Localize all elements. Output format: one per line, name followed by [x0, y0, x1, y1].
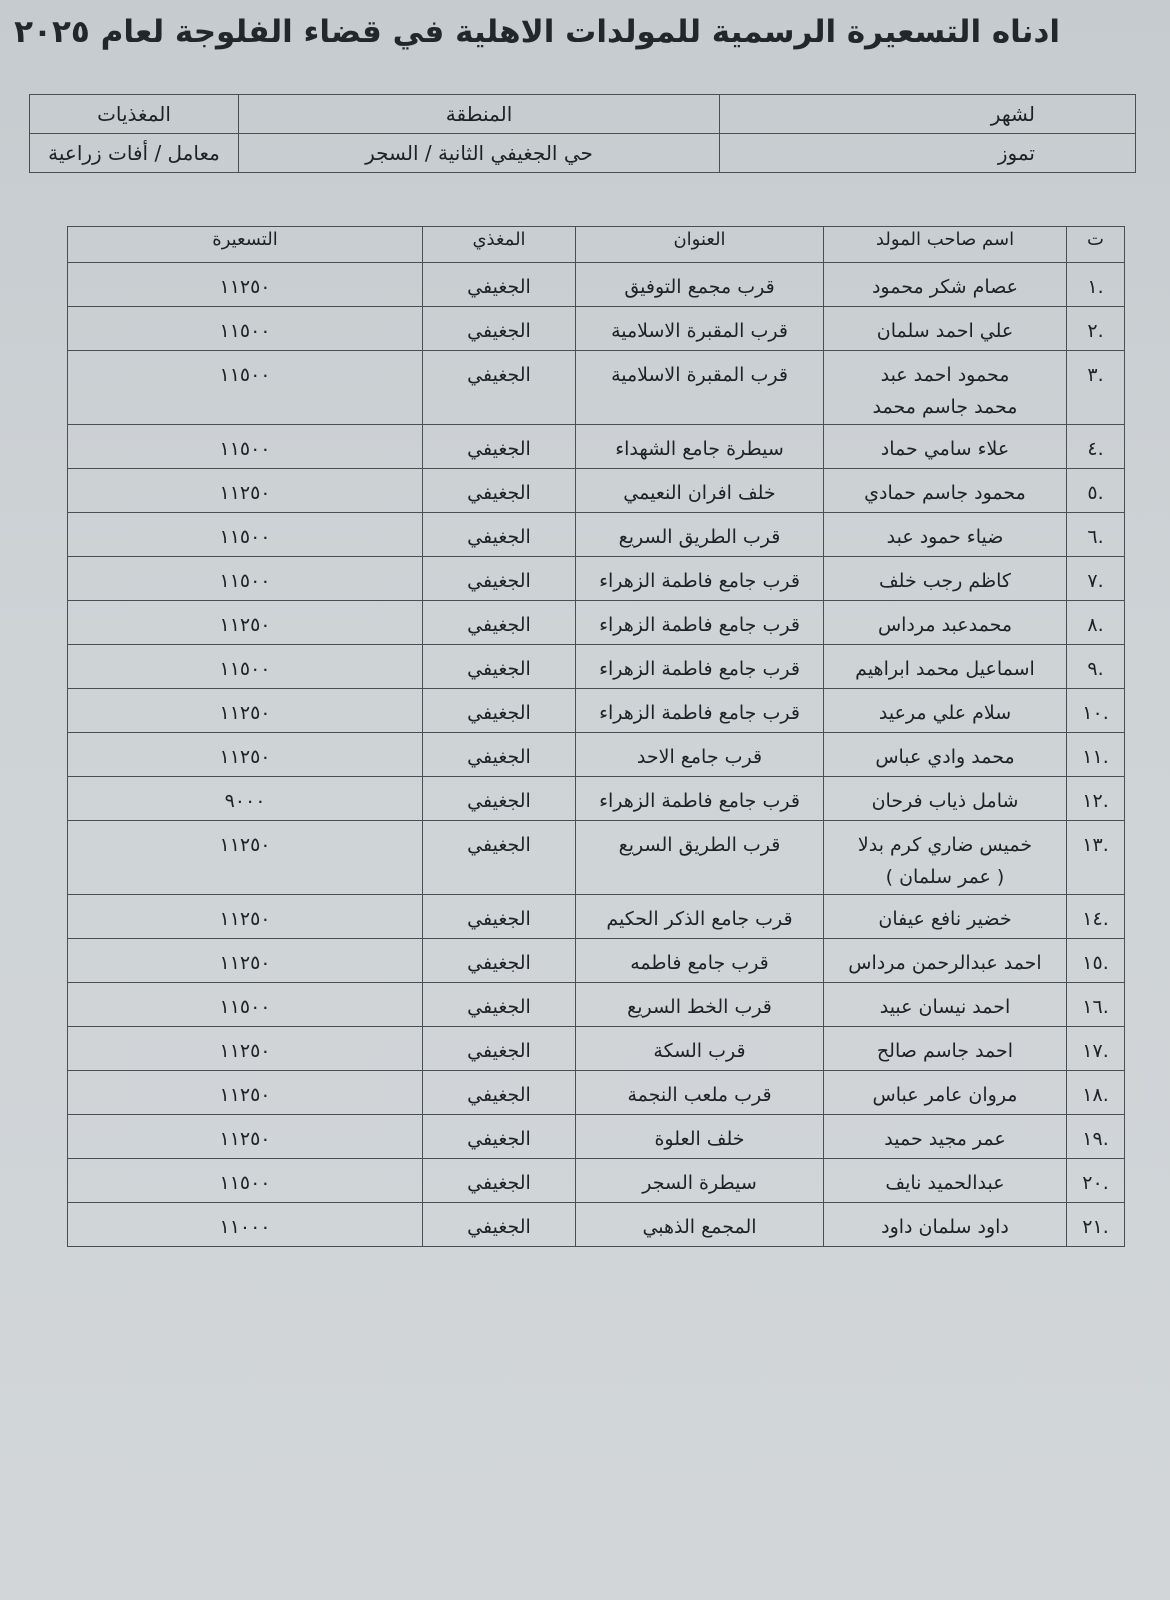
- row-number: .١٨: [1067, 1071, 1125, 1115]
- feeder-cell: الجغيفي: [423, 513, 576, 557]
- owner-name-cell: [824, 689, 1067, 733]
- price-cell: ١١٥٠٠: [68, 557, 423, 601]
- feeder-cell: الجغيفي: [423, 307, 576, 351]
- feeder-cell: الجغيفي: [423, 733, 576, 777]
- address-cell: خلف العلوة: [576, 1115, 824, 1159]
- price-cell: ١١٢٥٠: [68, 601, 423, 645]
- feeder-cell: الجغيفي: [423, 557, 576, 601]
- row-number: .١١: [1067, 733, 1125, 777]
- owner-name: احمد عبدالرحمن مرداس: [848, 952, 1042, 974]
- address-cell: قرب الطريق السريع: [576, 821, 824, 895]
- address-cell: قرب ملعب النجمة: [576, 1071, 824, 1115]
- table-row: [68, 1203, 1125, 1247]
- price-cell: ١١٢٥٠: [68, 1071, 423, 1115]
- address-cell: قرب جامع فاطمه: [576, 939, 824, 983]
- address-cell: قرب جامع فاطمة الزهراء: [576, 689, 824, 733]
- price-cell: ١١٢٥٠: [68, 1115, 423, 1159]
- info-header-feeders: المغذيات: [30, 95, 239, 134]
- table-row: [68, 425, 1125, 469]
- address-cell: قرب جامع فاطمة الزهراء: [576, 557, 824, 601]
- feeder-cell: الجغيفي: [423, 821, 576, 895]
- owner-name: محمدعبد مرداس: [877, 614, 1013, 636]
- price-cell: ١١٥٠٠: [68, 513, 423, 557]
- owner-name: مروان عامر عباس: [872, 1084, 1018, 1106]
- column-header-owner: اسم صاحب المولد: [824, 227, 1067, 263]
- table-body: [68, 263, 1125, 1247]
- info-value-feeders: معامل / أفات زراعية: [30, 134, 239, 173]
- price-cell: ٩٠٠٠: [68, 777, 423, 821]
- owner-name: علاء سامي حماد: [880, 438, 1010, 460]
- owner-name-cell: [824, 1071, 1067, 1115]
- owner-name: عمر مجيد حميد: [884, 1128, 1006, 1150]
- table-row: [68, 1159, 1125, 1203]
- row-number: .٢: [1067, 307, 1125, 351]
- feeder-cell: الجغيفي: [423, 469, 576, 513]
- info-value-month: تموز: [720, 134, 1136, 173]
- feeder-cell: الجغيفي: [423, 689, 576, 733]
- info-value-area: حي الجغيفي الثانية / السجر: [239, 134, 720, 173]
- owner-name: شامل ذياب فرحان: [871, 790, 1019, 812]
- table-row: [68, 263, 1125, 307]
- owner-name-cell: [824, 821, 1067, 895]
- price-cell: ١١٢٥٠: [68, 1027, 423, 1071]
- feeder-cell: الجغيفي: [423, 1027, 576, 1071]
- feeder-cell: الجغيفي: [423, 1159, 576, 1203]
- price-cell: ١١٥٠٠: [68, 307, 423, 351]
- price-cell: ١١٢٥٠: [68, 821, 423, 895]
- address-cell: قرب جامع فاطمة الزهراء: [576, 645, 824, 689]
- price-cell: ١١٢٥٠: [68, 689, 423, 733]
- address-cell: قرب جامع فاطمة الزهراء: [576, 601, 824, 645]
- column-header-address: العنوان: [576, 227, 824, 263]
- owner-name-cell: [824, 1159, 1067, 1203]
- table-row: [68, 513, 1125, 557]
- address-cell: المجمع الذهبي: [576, 1203, 824, 1247]
- address-cell: قرب الطريق السريع: [576, 513, 824, 557]
- table-row: [68, 1071, 1125, 1115]
- row-number: .١٣: [1067, 821, 1125, 895]
- address-cell: قرب الخط السريع: [576, 983, 824, 1027]
- owner-name-line2: محمد جاسم محمد: [872, 396, 1018, 418]
- feeder-cell: الجغيفي: [423, 645, 576, 689]
- address-cell: قرب المقبرة الاسلامية: [576, 351, 824, 425]
- price-cell: ١١٠٠٠: [68, 1203, 423, 1247]
- info-header-area: المنطقة: [239, 95, 720, 134]
- owner-name-cell: [824, 983, 1067, 1027]
- feeder-cell: الجغيفي: [423, 1071, 576, 1115]
- owner-name: خضير نافع عيفان: [878, 908, 1012, 930]
- feeder-cell: الجغيفي: [423, 351, 576, 425]
- price-cell: ١١٥٠٠: [68, 425, 423, 469]
- owner-name-cell: [824, 263, 1067, 307]
- feeder-cell: الجغيفي: [423, 601, 576, 645]
- row-number: .٢١: [1067, 1203, 1125, 1247]
- feeder-cell: الجغيفي: [423, 939, 576, 983]
- table-row: [68, 351, 1125, 425]
- owner-name-cell: [824, 513, 1067, 557]
- row-number: .١٥: [1067, 939, 1125, 983]
- owner-name-cell: [824, 645, 1067, 689]
- address-cell: خلف افران النعيمي: [576, 469, 824, 513]
- table-row: [68, 939, 1125, 983]
- feeder-cell: الجغيفي: [423, 983, 576, 1027]
- row-number: .٦: [1067, 513, 1125, 557]
- owner-name-cell: [824, 1115, 1067, 1159]
- row-number: .٣: [1067, 351, 1125, 425]
- owner-name: محمود جاسم حمادي: [864, 482, 1026, 504]
- owner-name-cell: [824, 351, 1067, 425]
- price-cell: ١١٥٠٠: [68, 1159, 423, 1203]
- row-number: .١٢: [1067, 777, 1125, 821]
- table-row: [68, 689, 1125, 733]
- feeder-cell: الجغيفي: [423, 425, 576, 469]
- row-number: .٤: [1067, 425, 1125, 469]
- address-cell: قرب جامع فاطمة الزهراء: [576, 777, 824, 821]
- address-cell: قرب جامع الذكر الحكيم: [576, 895, 824, 939]
- address-cell: سيطرة جامع الشهداء: [576, 425, 824, 469]
- table-row: [68, 645, 1125, 689]
- owner-name-cell: [824, 1027, 1067, 1071]
- address-cell: سيطرة السجر: [576, 1159, 824, 1203]
- row-number: .٩: [1067, 645, 1125, 689]
- owner-name-line2: ( عمر سلمان ): [885, 866, 1005, 888]
- table-row: [68, 733, 1125, 777]
- info-header-month: لشهر: [720, 95, 1136, 134]
- address-cell: قرب المقبرة الاسلامية: [576, 307, 824, 351]
- generators-table: [67, 226, 1125, 1247]
- owner-name: علي احمد سلمان: [876, 320, 1014, 342]
- owner-name-cell: [824, 939, 1067, 983]
- row-number: .١٧: [1067, 1027, 1125, 1071]
- row-number: .٥: [1067, 469, 1125, 513]
- owner-name-cell: [824, 777, 1067, 821]
- table-row: [68, 983, 1125, 1027]
- page-title: ادناه التسعيرة الرسمية للمولدات الاهلية في قضاء الفلوجة لعام ٢٠٢٥: [14, 14, 1060, 50]
- info-table: [29, 94, 1136, 173]
- owner-name-cell: [824, 557, 1067, 601]
- address-cell: قرب السكة: [576, 1027, 824, 1071]
- owner-name: كاظم رجب خلف: [879, 570, 1011, 592]
- owner-name: خميس ضاري كرم بدلا: [857, 834, 1033, 856]
- price-cell: ١١٥٠٠: [68, 983, 423, 1027]
- table-row: [68, 557, 1125, 601]
- row-number: .٢٠: [1067, 1159, 1125, 1203]
- owner-name: اسماعيل محمد ابراهيم: [855, 658, 1035, 680]
- row-number: .٨: [1067, 601, 1125, 645]
- price-cell: ١١٢٥٠: [68, 939, 423, 983]
- owner-name: محمود احمد عبد: [880, 364, 1010, 386]
- table-row: [68, 1115, 1125, 1159]
- price-cell: ١١٥٠٠: [68, 645, 423, 689]
- table-row: [68, 307, 1125, 351]
- row-number: .١٦: [1067, 983, 1125, 1027]
- feeder-cell: الجغيفي: [423, 1203, 576, 1247]
- owner-name-cell: [824, 1203, 1067, 1247]
- table-header-row: [68, 227, 1125, 263]
- owner-name-cell: [824, 425, 1067, 469]
- address-cell: قرب جامع الاحد: [576, 733, 824, 777]
- price-cell: ١١٢٥٠: [68, 895, 423, 939]
- row-number: .١٩: [1067, 1115, 1125, 1159]
- owner-name-cell: [824, 733, 1067, 777]
- owner-name: سلام علي مرعيد: [878, 702, 1012, 724]
- feeder-cell: الجغيفي: [423, 263, 576, 307]
- owner-name: عبدالحميد نايف: [885, 1172, 1005, 1194]
- price-cell: ١١٢٥٠: [68, 263, 423, 307]
- table-row: [68, 821, 1125, 895]
- column-header-feeder: المغذي: [423, 227, 576, 263]
- price-cell: ١١٢٥٠: [68, 469, 423, 513]
- owner-name: داود سلمان داود: [881, 1216, 1009, 1238]
- feeder-cell: الجغيفي: [423, 1115, 576, 1159]
- row-number: .١٤: [1067, 895, 1125, 939]
- table-row: [68, 469, 1125, 513]
- price-cell: ١١٢٥٠: [68, 733, 423, 777]
- owner-name: عصام شكر محمود: [871, 276, 1019, 298]
- owner-name: محمد وادي عباس: [875, 746, 1015, 768]
- info-value-row: [30, 134, 1136, 173]
- column-header-number: ت: [1067, 227, 1125, 263]
- table-row: [68, 777, 1125, 821]
- owner-name-cell: [824, 469, 1067, 513]
- table-row: [68, 1027, 1125, 1071]
- owner-name: احمد نيسان عبيد: [879, 996, 1011, 1018]
- owner-name-cell: [824, 895, 1067, 939]
- owner-name: احمد جاسم صالح: [876, 1040, 1014, 1062]
- feeder-cell: الجغيفي: [423, 777, 576, 821]
- owner-name: ضياء حمود عبد: [886, 526, 1004, 548]
- info-header-row: [30, 95, 1136, 134]
- row-number: .١٠: [1067, 689, 1125, 733]
- table-row: [68, 895, 1125, 939]
- feeder-cell: الجغيفي: [423, 895, 576, 939]
- table-row: [68, 601, 1125, 645]
- address-cell: قرب مجمع التوفيق: [576, 263, 824, 307]
- owner-name-cell: [824, 601, 1067, 645]
- price-cell: ١١٥٠٠: [68, 351, 423, 425]
- row-number: .٧: [1067, 557, 1125, 601]
- row-number: .١: [1067, 263, 1125, 307]
- column-header-price: التسعيرة: [68, 227, 423, 263]
- owner-name-cell: [824, 307, 1067, 351]
